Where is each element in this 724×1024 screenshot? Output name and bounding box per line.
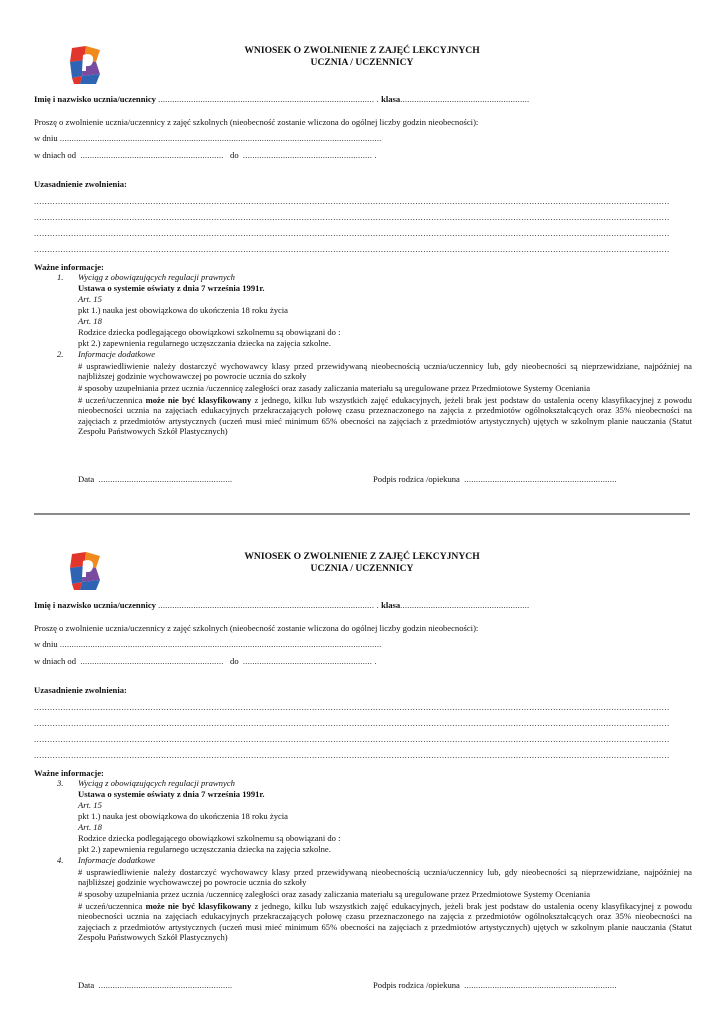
to-field[interactable]: ....................................................... .	[242, 656, 377, 666]
justification-line[interactable]: ................................................................................................................................................................................................................................................	[34, 734, 670, 744]
info-3-start: # uczeń/uczennica	[78, 901, 143, 911]
student-name-field[interactable]: ............................................................................................ .	[158, 600, 379, 610]
student-name-row	[34, 600, 529, 610]
days-from-label: w dniach od	[34, 150, 77, 160]
on-day-field[interactable]: .........................................................................................................................................	[59, 639, 382, 649]
class-label: klasa	[381, 600, 401, 610]
exemption-form-1	[0, 0, 724, 500]
form-title-line1: WNIOSEK O ZWOLNIENIE Z ZAJĘĆ LEKCYJNYCH	[244, 551, 480, 562]
justification-line[interactable]: ................................................................................................................................................................................................................................................	[34, 702, 670, 712]
art18-heading: Art. 18	[78, 822, 102, 832]
form-title-line2: UCZNIA / UCZENNICY	[310, 563, 414, 574]
info-3-bold: może nie być klasyfikowany	[145, 901, 252, 911]
to-field[interactable]: ....................................................... .	[242, 150, 377, 160]
info-3-rest: z jednego, kilku lub wszystkich zajęć edukacyjnych, jeżeli brak jest podstaw do ustalenia oceny klasyfikacyjnej z powodu nieobecności ucznia na zajęciach edukacyjnych przekraczających połowę czasu przeznaczonego na zajęcia z przedmiotów ogólnokształcących oraz 35% nieobecności na zajęciach z przedmiotów artystycznych (uczeń musi mieć minimum 65% obecności na zajęciach z przedmiotów artystycznych) ujętych w szkolnym planie nauczania (Statut Zespołu Państwowych Szkół Plastycznych)	[78, 901, 692, 943]
justification-label: Uzasadnienie zwolnienia:	[34, 179, 127, 189]
info-2: # sposoby uzupełniania przez ucznia /uczennicę zaległości oraz zasady zaliczania materiału są uregulowane przez Przedmiotowe Systemy Oceniania	[78, 383, 591, 393]
item2-title: Informacje dodatkowe	[78, 349, 156, 359]
student-name-row	[34, 94, 529, 104]
info-3-start: # uczeń/uczennica	[78, 395, 143, 405]
item1-number: 3.	[57, 778, 64, 788]
info-3	[78, 901, 692, 943]
date-range-row	[34, 656, 377, 666]
school-logo-icon	[66, 550, 106, 592]
to-label: do	[230, 150, 239, 160]
class-field[interactable]: .......................................................	[400, 600, 530, 610]
student-name-field[interactable]: ............................................................................................ .	[158, 94, 379, 104]
on-day-row	[34, 639, 382, 649]
request-text: Proszę o zwolnienie ucznia/uczennicy z zajęć szkolnych (nieobecność zostanie wliczona do ogólnej liczby godzin nieobecności):	[34, 623, 479, 633]
item2-number: 2.	[57, 349, 64, 359]
signature-row	[373, 980, 617, 990]
student-name-label: Imię i nazwisko ucznia/uczennicy	[34, 94, 156, 104]
date-row	[78, 980, 232, 990]
signature-row	[373, 474, 617, 484]
date-row	[78, 474, 232, 484]
signature-label: Podpis rodzica /opiekuna	[373, 474, 460, 484]
date-field[interactable]: .........................................................	[98, 980, 233, 990]
signature-label: Podpis rodzica /opiekuna	[373, 980, 460, 990]
date-label: Data	[78, 980, 95, 990]
item1-number: 1.	[57, 272, 64, 282]
info-3	[78, 395, 692, 437]
request-text: Proszę o zwolnienie ucznia/uczennicy z zajęć szkolnych (nieobecność zostanie wliczona do ogólnej liczby godzin nieobecności):	[34, 117, 479, 127]
item1-title: Wyciąg z obowiązujących regulacji prawnych	[78, 272, 235, 282]
art18-text-1: Rodzice dziecka podlegającego obowiązkowi szkolnemu są obowiązani do :	[78, 327, 341, 337]
class-field[interactable]: .......................................................	[400, 94, 530, 104]
date-field[interactable]: .........................................................	[98, 474, 233, 484]
student-name-label: Imię i nazwisko ucznia/uczennicy	[34, 600, 156, 610]
on-day-label: w dniu	[34, 639, 58, 649]
important-info-label: Ważne informacje:	[34, 262, 104, 272]
info-3-bold: może nie być klasyfikowany	[145, 395, 252, 405]
class-label: klasa	[381, 94, 401, 104]
date-range-row	[34, 150, 377, 160]
school-logo-icon	[66, 44, 106, 86]
on-day-field[interactable]: .........................................................................................................................................	[59, 133, 382, 143]
form-title-line2: UCZNIA / UCZENNICY	[310, 57, 414, 68]
important-info-label: Ważne informacje:	[34, 768, 104, 778]
item2-title: Informacje dodatkowe	[78, 855, 156, 865]
justification-label: Uzasadnienie zwolnienia:	[34, 685, 127, 695]
signature-field[interactable]: .................................................................	[464, 980, 617, 990]
law-title: Ustawa o systemie oświaty z dnia 7 września 1991r.	[78, 283, 265, 293]
justification-line[interactable]: ................................................................................................................................................................................................................................................	[34, 750, 670, 760]
info-3-rest: z jednego, kilku lub wszystkich zajęć edukacyjnych, jeżeli brak jest podstaw do ustalenia oceny klasyfikacyjnej z powodu nieobecności ucznia na zajęciach edukacyjnych przekraczających połowę czasu przeznaczonego na zajęcia z przedmiotów ogólnokształcących oraz 35% nieobecności na zajęciach z przedmiotów artystycznych (uczeń musi mieć minimum 65% obecności na zajęciach z przedmiotów artystycznych) ujętych w szkolnym planie nauczania (Statut Zespołu Państwowych Szkół Plastycznych)	[78, 395, 692, 437]
law-title: Ustawa o systemie oświaty z dnia 7 września 1991r.	[78, 789, 265, 799]
exemption-form-2	[0, 506, 724, 1006]
justification-line[interactable]: ................................................................................................................................................................................................................................................	[34, 244, 670, 254]
art18-heading: Art. 18	[78, 316, 102, 326]
art15-heading: Art. 15	[78, 294, 102, 304]
days-from-label: w dniach od	[34, 656, 77, 666]
justification-line[interactable]: ................................................................................................................................................................................................................................................	[34, 196, 670, 206]
to-label: do	[230, 656, 239, 666]
art15-text: pkt 1.) nauka jest obowiązkowa do ukończenia 18 roku życia	[78, 811, 289, 821]
on-day-row	[34, 133, 382, 143]
info-1: # usprawiedliwienie należy dostarczyć wychowawcy klasy przed przewidywaną nieobecnością ucznia/uczennicy lub, gdy nieobecności są nieprzewidziane, najpóźniej na najbliższej godzinie wychowawczej po powrocie ucznia do szkoły	[78, 361, 692, 382]
justification-line[interactable]: ................................................................................................................................................................................................................................................	[34, 228, 670, 238]
info-1: # usprawiedliwienie należy dostarczyć wychowawcy klasy przed przewidywaną nieobecnością ucznia/uczennicy lub, gdy nieobecności są nieprzewidziane, najpóźniej na najbliższej godzinie wychowawczej po powrocie ucznia do szkoły	[78, 867, 692, 888]
item2-number: 4.	[57, 855, 64, 865]
date-label: Data	[78, 474, 95, 484]
art15-heading: Art. 15	[78, 800, 102, 810]
form-title-line1: WNIOSEK O ZWOLNIENIE Z ZAJĘĆ LEKCYJNYCH	[244, 45, 480, 56]
art15-text: pkt 1.) nauka jest obowiązkowa do ukończenia 18 roku życia	[78, 305, 289, 315]
on-day-label: w dniu	[34, 133, 58, 143]
art18-text-1: Rodzice dziecka podlegającego obowiązkowi szkolnemu są obowiązani do :	[78, 833, 341, 843]
days-from-field[interactable]: .............................................................	[80, 150, 224, 160]
art18-text-2: pkt 2.) zapewnienia regularnego uczęszczania dziecka na zajęcia szkolne.	[78, 844, 331, 854]
justification-line[interactable]: ................................................................................................................................................................................................................................................	[34, 212, 670, 222]
justification-line[interactable]: ................................................................................................................................................................................................................................................	[34, 718, 670, 728]
signature-field[interactable]: .................................................................	[464, 474, 617, 484]
item1-title: Wyciąg z obowiązujących regulacji prawnych	[78, 778, 235, 788]
info-2: # sposoby uzupełniania przez ucznia /uczennicę zaległości oraz zasady zaliczania materiału są uregulowane przez Przedmiotowe Systemy Oceniania	[78, 889, 591, 899]
art18-text-2: pkt 2.) zapewnienia regularnego uczęszczania dziecka na zajęcia szkolne.	[78, 338, 331, 348]
days-from-field[interactable]: .............................................................	[80, 656, 224, 666]
